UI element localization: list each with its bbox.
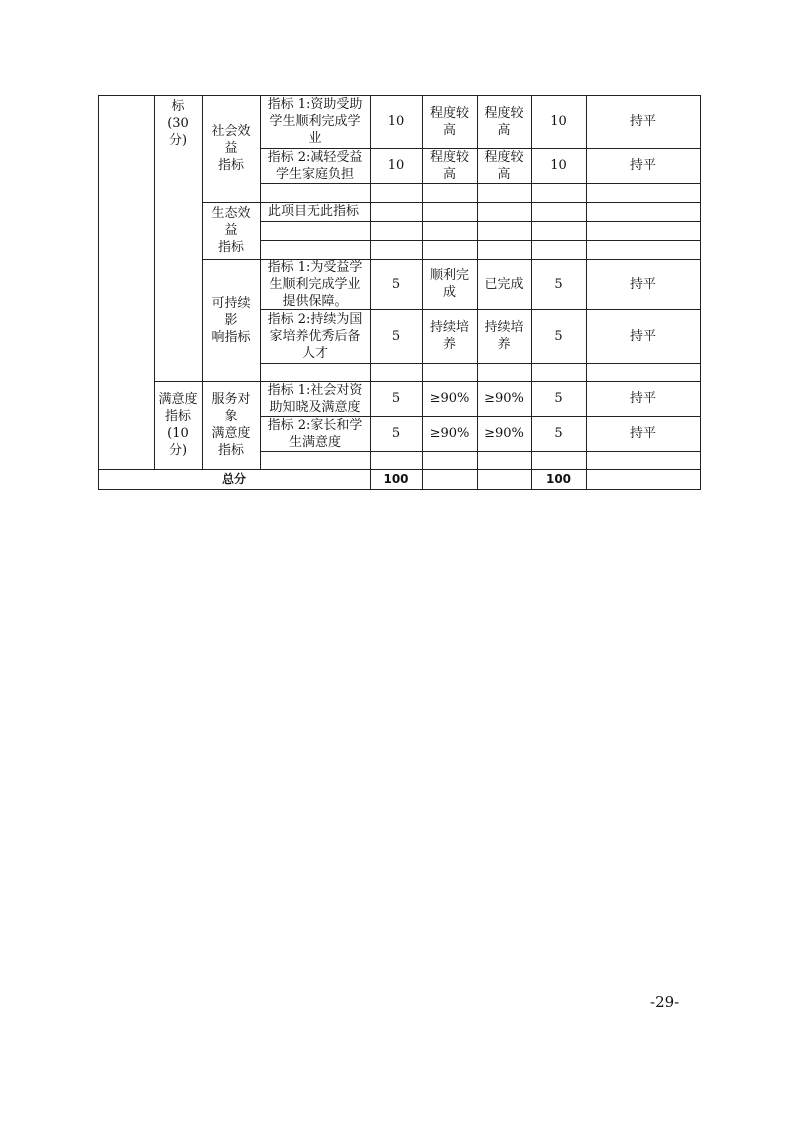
table-cell-remark: 持平 [629, 426, 656, 441]
table-cell-weight: 5 [391, 328, 401, 344]
table-cell-weight [370, 363, 422, 381]
table-cell-indicator [260, 221, 370, 240]
table-cell-weight [370, 183, 422, 202]
table-cell-target: ≥90% [429, 391, 470, 406]
table-cell-actual [477, 363, 531, 381]
table-border-right [700, 95, 701, 490]
table-cell-indicator: 指标 2:减轻受益 学生家庭负担 [267, 149, 363, 182]
table-cell-indicator: 指标 1:为受益学 生顺利完成学业 提供保障。 [267, 259, 363, 309]
table-cell-weight [370, 451, 422, 469]
level1-satisfaction: 满意度 指标 (10 分) [158, 392, 198, 458]
total-label: 总分 [221, 471, 246, 486]
row-rule [98, 489, 701, 490]
level2-sustainable-impact: 可持续 影 响指标 [211, 295, 251, 345]
table-cell-target: 程度较 高 [429, 149, 469, 182]
table-cell-remark: 持平 [629, 276, 656, 292]
table-cell-score [531, 363, 586, 381]
table-cell-score: 5 [554, 276, 563, 292]
table-cell-indicator [260, 183, 370, 202]
table-cell-target [422, 363, 477, 381]
level1-indicator-output: 标 (30 分) [167, 99, 189, 148]
performance-indicator-table [98, 95, 700, 490]
table-cell-indicator: 指标 1:社会对资 助知晓及满意度 [267, 382, 363, 415]
table-cell-remark [586, 183, 700, 202]
table-cell-target [422, 451, 477, 469]
table-cell-remark [586, 240, 700, 259]
table-cell-target [422, 221, 477, 240]
table-cell-score: 5 [554, 328, 563, 344]
table-border-left [98, 95, 99, 490]
table-cell-actual: ≥90% [484, 426, 524, 441]
table-cell-weight: 10 [387, 158, 405, 173]
table-cell-indicator [260, 240, 370, 259]
table-cell-score: 10 [550, 158, 567, 173]
table-cell-weight: 5 [391, 276, 401, 292]
table-cell-target: 程度较 高 [429, 105, 469, 138]
table-cell-indicator [260, 363, 370, 381]
table-cell-indicator: 指标 2:家长和学 生满意度 [267, 417, 363, 450]
table-cell-remark: 持平 [629, 114, 656, 129]
page-number: -29- [650, 993, 680, 1011]
table-cell-weight [370, 240, 422, 259]
table-cell-score [531, 202, 586, 221]
table-cell-score [531, 183, 586, 202]
table-cell-actual: 程度较 高 [484, 105, 524, 138]
table-cell-remark: 持平 [629, 158, 656, 173]
table-cell-score: 5 [554, 426, 563, 441]
table-cell-indicator: 指标 2:持续为国 家培养优秀后备 人才 [267, 311, 363, 361]
table-cell-indicator [260, 451, 370, 469]
table-cell-actual: 已完成 [484, 276, 524, 292]
table-cell-weight [370, 202, 422, 221]
table-cell-score: 10 [550, 114, 567, 129]
table-cell-target: 持续培 养 [429, 320, 469, 352]
table-cell-actual: ≥90% [484, 391, 524, 406]
table-cell-target [422, 240, 477, 259]
table-cell-remark: 持平 [629, 328, 656, 344]
table-cell-weight: 5 [391, 391, 401, 406]
table-cell-weight: 5 [391, 426, 401, 441]
table-cell-remark [586, 451, 700, 469]
table-cell-indicator: 指标 1:资助受助 学生顺利完成学 业 [267, 97, 363, 146]
table-cell-weight [370, 221, 422, 240]
table-cell-score [531, 221, 586, 240]
table-cell-score [531, 240, 586, 259]
table-cell-indicator: 此项目无此指标 [268, 204, 360, 219]
level2-ecological-benefit: 生态效 益 指标 [211, 206, 251, 255]
table-cell-remark [586, 363, 700, 381]
table-cell-actual: 程度较 高 [484, 149, 524, 182]
table-cell-actual [477, 183, 531, 202]
table-cell-target: 顺利完 成 [429, 268, 469, 300]
table-cell-score [531, 451, 586, 469]
table-cell-actual: 持续培 养 [484, 320, 524, 352]
total-score: 100 [545, 471, 572, 486]
table-cell-score: 5 [554, 391, 563, 406]
table-cell-target [422, 183, 477, 202]
table-cell-actual [477, 451, 531, 469]
level2-social-benefit: 社会效 益 指标 [211, 124, 251, 173]
table-cell-weight: 10 [387, 114, 405, 129]
level2-service-satisfaction: 服务对 象 满意度 指标 [211, 392, 251, 458]
total-weight: 100 [383, 471, 409, 486]
table-cell-remark [586, 221, 700, 240]
table-cell-target [422, 202, 477, 221]
table-cell-actual [477, 221, 531, 240]
table-cell-actual [477, 240, 531, 259]
table-cell-actual [477, 202, 531, 221]
table-cell-remark: 持平 [629, 391, 656, 406]
table-cell-target: ≥90% [429, 426, 470, 441]
table-cell-remark [586, 202, 700, 221]
